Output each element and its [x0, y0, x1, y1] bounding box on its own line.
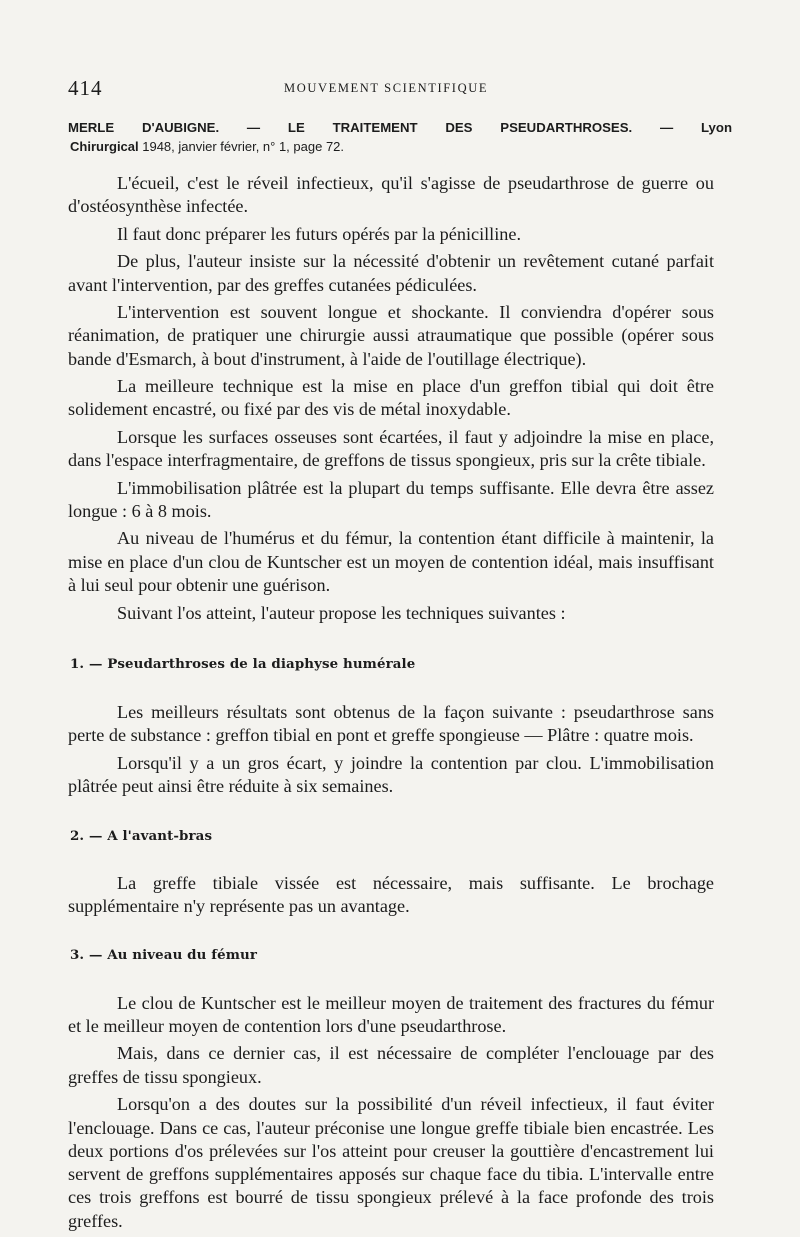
paragraph: L'écueil, c'est le réveil infectieux, qu'il s'agisse de pseudarthrose de guerre ou d'ostéosynthèse infectée.	[68, 173, 714, 217]
paragraph: Lorsqu'on a des doutes sur la possibilité d'un réveil infectieux, il faut éviter l'enclouage. Dans ce cas, l'auteur préconise une longue greffe tibiale bien encastrée. Les deux portions d'os prélevées sur l'os atteint pour creuser la gouttière d'encastrement lui servent de greffons supplémentaires apposés sur chaque face du tibia. L'intervalle entre ces trois greffons est bourré de tissu spongieux prélevé à la face profonde des trois greffes.	[68, 1094, 714, 1231]
paragraph: L'intervention est souvent longue et shockante. Il conviendra d'opérer sous réanimation, de pratiquer une chirurgie aussi atraumatique que possible (opérer sous bande d'Esmarch, à bout d'instrument, à l'aide de l'outillage électrique).	[68, 302, 714, 369]
section-heading-femur: 3. — Au niveau du fémur	[70, 947, 257, 964]
paragraph: Lorsqu'il y a un gros écart, y joindre la contention par clou. L'immobilisation plâtrée peut ainsi être réduite à six semaines.	[68, 752, 714, 797]
section-heading-humerus: 1. — Pseudarthroses de la diaphyse humérale	[70, 655, 416, 672]
reference-source	[68, 137, 732, 156]
reference-line: MERLE D'AUBIGNE. — LE TRAITEMENT DES PSEUDARTHROSES. — Lyon	[68, 120, 732, 135]
running-header	[68, 76, 728, 100]
article-body	[68, 172, 714, 1237]
paragraph: Il faut donc préparer les futurs opérés par la pénicilline.	[117, 223, 521, 244]
section-heading-forearm: 2. — A l'avant-bras	[70, 827, 213, 844]
reference-journal: Chirurgical	[70, 139, 139, 154]
reference-details: 1948, janvier février, n° 1, page 72.	[138, 139, 345, 154]
paragraph: Mais, dans ce dernier cas, il est nécessaire de compléter l'enclouage par des greffes de tissu spongieux.	[68, 1043, 714, 1087]
journal-title: MOUVEMENT SCIENTIFIQUE	[284, 81, 489, 95]
paragraph: La meilleure technique est la mise en place d'un greffon tibial qui doit être solidement encastré, ou fixé par des vis de métal inoxydable.	[68, 376, 714, 420]
paragraph: Au niveau de l'humérus et du fémur, la contention étant difficile à maintenir, la mise en place d'un clou de Kuntscher est un moyen de contention idéal, mais insuffisant à lui seul pour obtenir une guérison.	[68, 528, 714, 596]
paragraph: L'immobilisation plâtrée est la plupart du temps suffisante. Elle devra être assez longue : 6 à 8 mois.	[68, 477, 714, 521]
page-number: 414	[68, 76, 103, 100]
paragraph: Suivant l'os atteint, l'auteur propose les techniques suivantes :	[117, 602, 566, 623]
paragraph: Le clou de Kuntscher est le meilleur moyen de traitement des fractures du fémur et le meilleur moyen de contention lors d'une pseudarthrose.	[68, 992, 714, 1036]
paragraph: Les meilleurs résultats sont obtenus de la façon suivante : pseudarthrose sans perte de substance : greffon tibial en pont et greffe spongieuse — Plâtre : quatre mois.	[68, 702, 714, 746]
paragraph: Lorsque les surfaces osseuses sont écartées, il faut y adjoindre la mise en place, dans l'espace interfragmentaire, de greffons de tissus spongieux, pris sur la crête tibiale.	[68, 426, 714, 471]
paragraph: La greffe tibiale vissée est nécessaire, mais suffisante. Le brochage supplémentaire n'y représente pas un avantage.	[68, 872, 714, 917]
paragraph: De plus, l'auteur insiste sur la nécessité d'obtenir un revêtement cutané parfait avant l'intervention, par des greffes cutanées pédiculées.	[68, 251, 714, 295]
article-reference	[68, 118, 732, 156]
